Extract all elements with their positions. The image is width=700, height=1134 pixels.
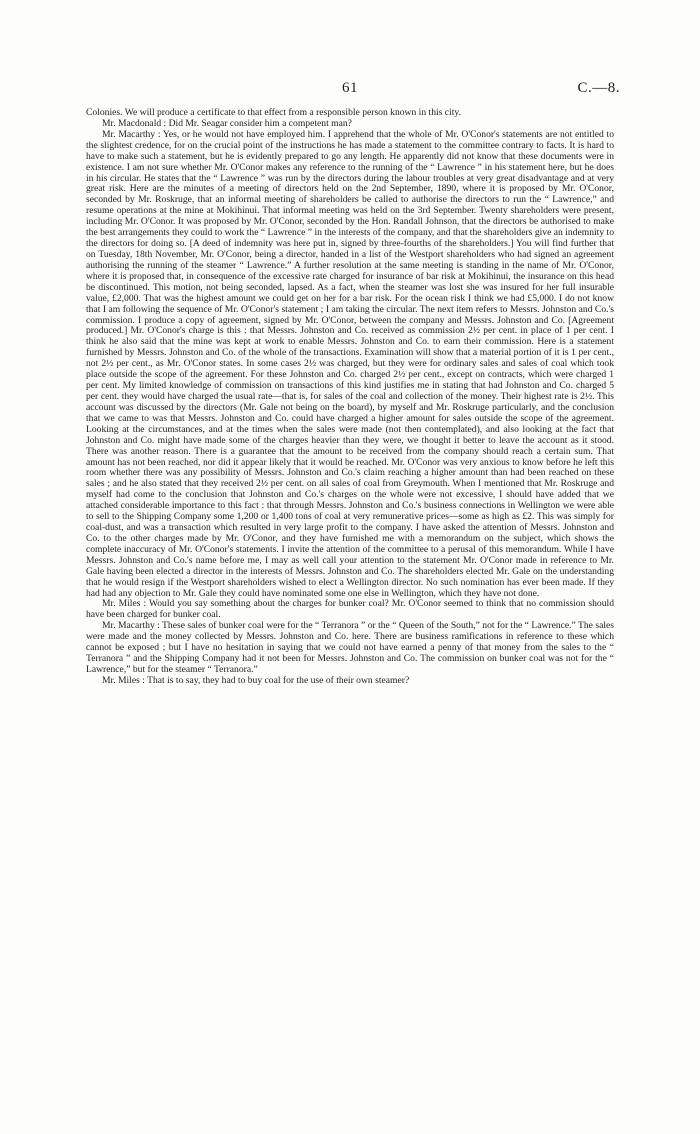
paragraph-macdonald-question: Mr. Macdonald : Did Mr. Seagar consider him a competent man? (102, 117, 352, 129)
paragraph-macarthy-reply: Mr. Macarthy : These sales of bunker coal were for the “ Terranora ” or the “ Queen of the South,” not for the “ Lawrence.” The sales were made and the money collected by Messrs. Johnston and Co. here. There are business ramifications in reference to these which cannot be exposed ; but I have no hesitation in saying that we could not have earned a penny of that money from the sales to the “ Terranora ” and the Shipping Company had it not been for Messrs. Johnston and Co. The commission on bunker coal was not for the “ Lawrence,” but for the steamer “ Terranora.” (86, 620, 614, 676)
page-header (80, 80, 620, 100)
paragraph-miles-question: Mr. Miles : Would you say something about the charges for bunker coal? Mr. O'Conor seemed to think that no commission should have been charged for bunker coal. (86, 598, 614, 621)
paragraph-continuation: Colonies. We will produce a certificate to that effect from a responsible person known in this city. (86, 107, 461, 118)
paragraph-miles-followup: Mr. Miles : That is to say, they had to buy coal for the use of their own steamer? (102, 674, 410, 686)
body-text (86, 108, 614, 687)
document-reference: C.—8. (577, 80, 620, 96)
paragraph-macarthy-statement: Mr. Macarthy : Yes, or he would not have employed him. I apprehend that the whole of Mr. O'Conor's statements are not entitled to the slightest credence, for on the crucial point of the instructions he has made a statement to the committee contrary to facts. It is hard to have to make such a statement, but he is evidently prepared to go any length. He apparently did not know that these documents were in existence. I am not sure whether Mr. O'Conor makes any reference to the running of the “ Lawrence ” in his statement here, but he does in his circular. He states that the “ Lawrence ” was run by the directors during the labour troubles at very great disadvantage and at very great risk. Here are the minutes of a meeting of directors held on the 2nd September, 1890, where it is proposed by Mr. O'Conor, seconded by Mr. Roskruge, that an informal meeting of shareholders be called to authorise the directors to run the “ Lawrence,” and resume operations at the mine at Mokihinui. That informal meeting was held on the 3rd September. Twenty shareholders were present, including Mr. O'Conor. It was proposed by Mr. O'Conor, seconded by the Hon. Randall Johnson, that the directors be authorised to make the best arrangements they could to work the “ Lawrence ” in the interests of the company, and that the shareholders give an indemnity to the directors for doing so. [A deed of indemnity was here put in, signed by three-fourths of the shareholders.] You will find further that on Tuesday, 18th November, Mr. O'Conor, being a director, handed in a list of the Westport shareholders who had signed an agreement authorising the running of the steamer “ Lawrence.” A further resolution at the same meeting is standing in the name of Mr. O'Conor, where it is proposed that, in consequence of the excessive rate charged for insurance of bar risk at Mokihinui, the insurance on this head be discontinued. This motion, not being seconded, lapsed. As a fact, when the steamer was lost she was insured for her full insurable value, £2,000. That was the highest amount we could get on her for a bar risk. For the ocean risk I think we had £5,000. I do not know that I am following the sequence of Mr. O'Conor's statement ; I am taking the circular. The next item refers to Messrs. Johnston and Co.'s commission. I produce a copy of agreement, signed by Mr. O'Conor, between the company and Messrs. Johnston and Co. [Agreement produced.] Mr. O'Conor's charge is this : that Messrs. Johnston and Co. received as commission 2½ per cent. in place of 1 per cent. I think he also said that the mine was kept at work to enable Messrs. Johnston and Co. to earn their commission. Here is a statement furnished by Messrs. Johnston and Co. of the whole of the transactions. Examination will show that a material portion of it is 1 per cent., not 2½ per cent., as Mr. O'Conor states. In some cases 2½ was charged, but they were for ordinary sales and sales of coal which took place outside the scope of the agreement. For these Johnston and Co. charged 2½ per cent., except on contracts, which were charged 1 per cent. My limited knowledge of commission on transactions of this kind justifies me in stating that had Johnston and Co. charged 5 per cent. they would have charged the usual rate—that is, for sales of the coal and collection of the money. Their highest rate is 2½. This account was discussed by the directors (Mr. Gale not being on the board), by myself and Mr. Roskruge particularly, and the conclusion that we came to was that Messrs. Johnston and Co. could have charged a higher amount for sales outside the scope of the agreement. Looking at the circumstances, and at the times when the sales were made (not then contemplated), and also looking at the fact that Johnston and Co. might have made some of the charges heavier than they were, we thought it better to leave the account as it stood. There was another reason. There is a guarantee that the amount to be received from the company should reach a certain sum. That amount has not been reached, nor did it appear likely that it would be reached. Mr. O'Conor was very anxious to know before he left this room whether there was any possibility of Messrs. Johnston and Co.'s claim reaching a higher amount than had been reached on these sales ; and he also stated that they received 2½ per cent. on all sales of coal from Greymouth. When I mentioned that Mr. Roskruge and myself had come to the conclusion that Johnston and Co.'s charges on the whole were not excessive, I should have added that we attached considerable importance to this fact : that through Messrs. Johnston and Co.'s business connections in Wellington we were able to sell to the Shipping Company some 1,200 or 1,400 tons of coal at very remunerative prices—some as high as £2. This was simply for coal-dust, and was a transaction which resulted in very large profit to the company. I have asked the attention of Messrs. Johnston and Co. to the other charges made by Mr. O'Conor, and they have furnished me with a memorandum on the subject, which shows the complete inaccuracy of Mr. O'Conor's statements. I invite the attention of the committee to a perusal of this memorandum. While I have Messrs. Johnston and Co.'s name before me, I may as well call your attention to the statement Mr. O'Conor made in reference to Mr. Gale having been elected a director in the interests of Messrs. Johnston and Co. The shareholders elected Mr. Gale on the understanding that he would resign if the Westport shareholders wished to elect a Wellington director. No such nomination has ever been made. If they had had any objection to Mr. Gale they could have nominated some one else in Wellington, which they have not done. (86, 128, 614, 599)
page-number: 61 (342, 80, 358, 96)
